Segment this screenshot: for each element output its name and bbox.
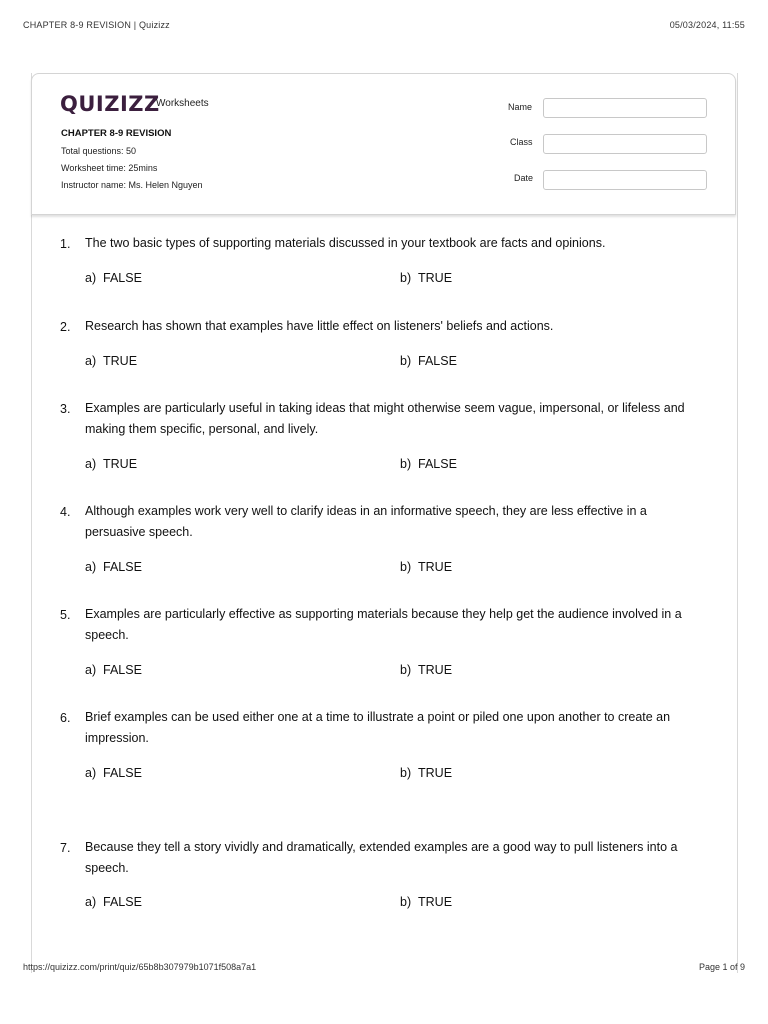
question-number: 6. (60, 711, 71, 725)
option-b: b) FALSE (400, 457, 457, 471)
worksheet-header-card (31, 73, 736, 215)
page-number: Page 1 of 9 (698, 962, 745, 972)
question-text: Although examples work very well to clarify ideas in an informative speech, they are less effective in a persuasive speech. (85, 504, 647, 539)
name-field[interactable] (543, 98, 707, 118)
question-number: 7. (60, 841, 71, 855)
question-number: 4. (60, 505, 71, 519)
option-a: a) FALSE (85, 663, 142, 677)
option-b: b) TRUE (400, 271, 453, 285)
question-number: 5. (60, 608, 71, 622)
date-label: Date (514, 173, 534, 183)
date-field[interactable] (543, 170, 707, 190)
print-footer-url[interactable]: https://quizizz.com/print/quiz/65b8b307979b1071f508a7a1 (23, 962, 257, 972)
question-text: Because they tell a story vividly and dramatically, extended examples are a good way to pull listeners into a speech. (85, 840, 678, 875)
question-text: Brief examples can be used either one at a time to illustrate a point or piled one upon another to create an impression. (85, 710, 671, 745)
question-number: 2. (60, 320, 71, 334)
instructor-name: Instructor name: Ms. Helen Nguyen (61, 180, 203, 190)
option-b: b) TRUE (400, 766, 453, 780)
worksheet-title: CHAPTER 8-9 REVISION (61, 128, 172, 139)
option-b: b) TRUE (400, 663, 453, 677)
option-a: a) FALSE (85, 895, 142, 909)
print-footer (23, 962, 745, 974)
print-header (23, 20, 745, 32)
question-text: Examples are particularly effective as supporting materials because they help get the audience involved in a speech. (85, 607, 682, 642)
class-field[interactable] (543, 134, 707, 154)
option-a: a) FALSE (85, 560, 142, 574)
option-a: a) TRUE (85, 354, 138, 368)
option-b: b) FALSE (400, 354, 457, 368)
class-label: Class (510, 137, 533, 147)
question-text: Research has shown that examples have little effect on listeners' beliefs and actions. (85, 319, 554, 333)
quizizz-logo: QUIZIZZ (60, 92, 160, 116)
question-number: 3. (60, 402, 71, 416)
option-a: a) FALSE (85, 271, 142, 285)
name-label: Name (508, 102, 533, 112)
option-b: b) TRUE (400, 895, 453, 909)
option-a: a) FALSE (85, 766, 142, 780)
option-b: b) TRUE (400, 560, 453, 574)
question-text: Examples are particularly useful in taking ideas that might otherwise seem vague, impersonal, or lifeless and making them specific, personal, and lively. (85, 401, 685, 436)
print-header-datetime: 05/03/2024, 11:55 (669, 20, 745, 30)
worksheet-time: Worksheet time: 25mins (61, 163, 158, 173)
question-text: The two basic types of supporting materials discussed in your textbook are facts and opinions. (85, 236, 606, 250)
total-questions: Total questions: 50 (61, 146, 137, 156)
print-header-title: CHAPTER 8-9 REVISION | Quizizz (23, 20, 170, 30)
option-a: a) TRUE (85, 457, 138, 471)
worksheets-label: Worksheets (156, 98, 209, 109)
question-number: 1. (60, 237, 71, 251)
